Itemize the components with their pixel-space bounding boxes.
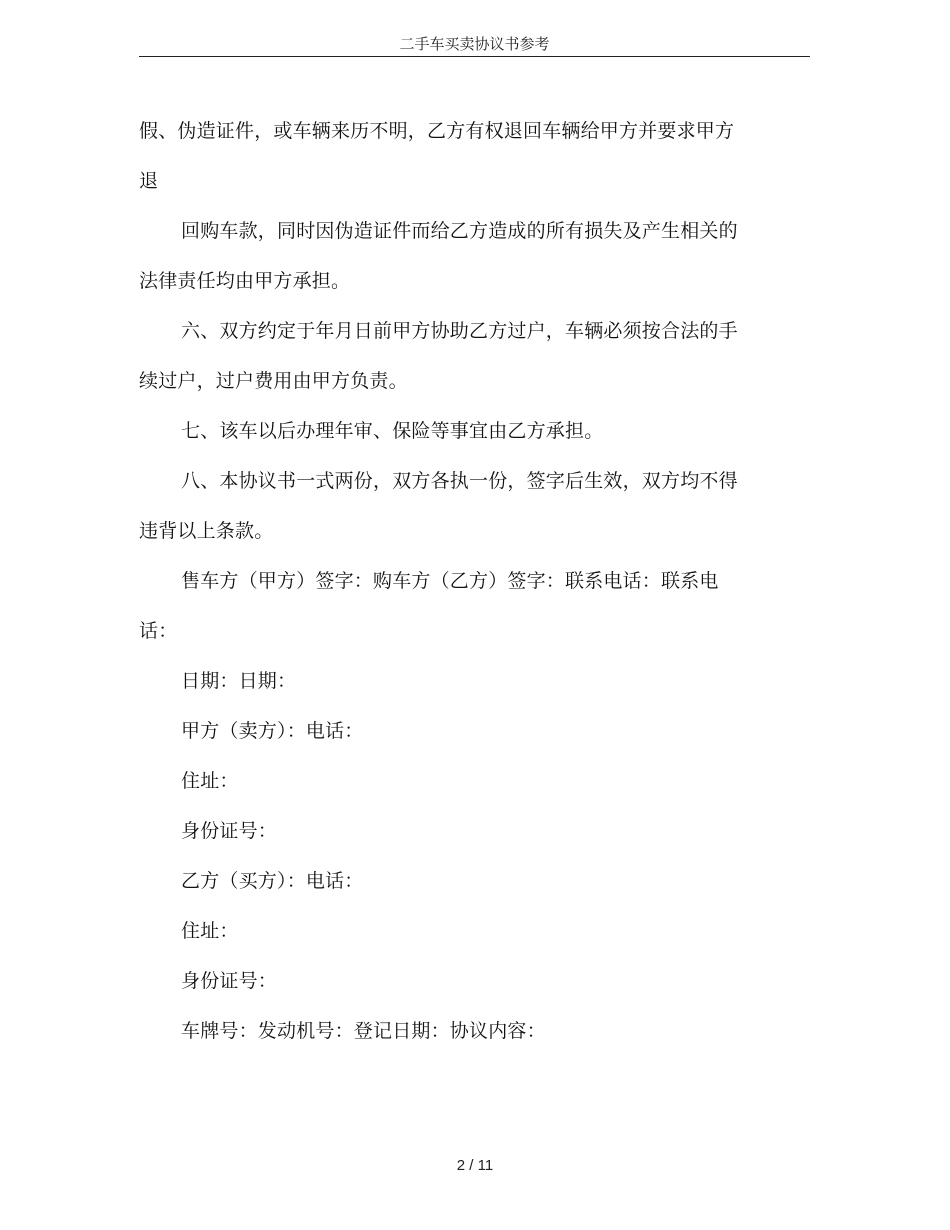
paragraph-continuation: 假、伪造证件，或车辆来历不明，乙方有权退回车辆给甲方并要求甲方退 — [139, 120, 735, 192]
document-title: 二手车买卖协议书参考 — [399, 35, 550, 53]
page-number: 2 / 11 — [456, 1157, 494, 1174]
party-b-buyer: 乙方（买方）：电话： — [181, 870, 364, 892]
clause-eight-copies: 八、本协议书一式两份，双方各执一份，签字后生效，双方均不得违背以上条款。 — [139, 470, 738, 542]
vehicle-info-line: 车牌号：发动机号：登记日期：协议内容： — [181, 1020, 546, 1042]
signature-line: 售车方（甲方）签字：购车方（乙方）签字：联系电话：联系电话： — [139, 570, 719, 642]
party-a-id-number: 身份证号： — [181, 820, 278, 842]
paragraph-refund-liability: 回购车款，同时因伪造证件而给乙方造成的所有损失及产生相关的法律责任均由甲方承担。 — [139, 220, 738, 292]
party-a-seller: 甲方（卖方）：电话： — [181, 720, 364, 742]
clause-seven-inspection: 七、该车以后办理年审、保险等事宜由乙方承担。 — [181, 420, 604, 442]
party-b-address: 住址： — [181, 920, 239, 942]
document-body — [139, 106, 751, 1056]
page-header — [139, 34, 810, 57]
party-a-address: 住址： — [181, 770, 239, 792]
party-b-id-number: 身份证号： — [181, 970, 278, 992]
clause-six-transfer: 六、双方约定于年月日前甲方协助乙方过户，车辆必须按合法的手续过户，过户费用由甲方负责。 — [139, 320, 738, 392]
date-line: 日期：日期： — [181, 670, 297, 692]
